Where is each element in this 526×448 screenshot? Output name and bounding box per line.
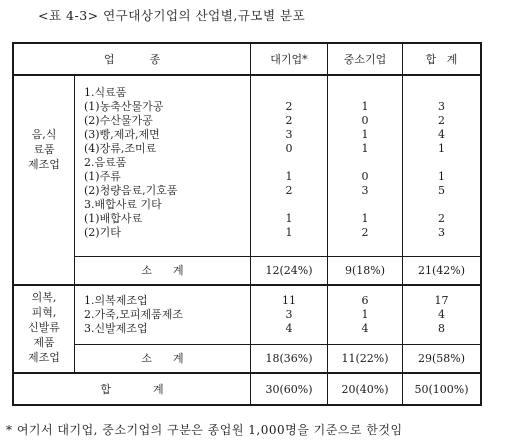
- header-small: 중소기업: [343, 53, 387, 66]
- food-total-value: 3: [438, 226, 445, 239]
- textile-total-value: 17: [434, 294, 449, 307]
- textile-group-label-line: 의복,: [31, 291, 57, 304]
- grand-total-label: 합 계: [100, 383, 164, 396]
- textile-small-value: 4: [361, 322, 369, 335]
- textile-total-value: 8: [438, 322, 445, 335]
- group-label-rule-1: [74, 74, 75, 285]
- food-large-value: 3: [285, 128, 293, 141]
- textile-item: 1.의복제조업: [84, 294, 148, 307]
- food-item: (4)장류,조미료: [84, 142, 157, 155]
- food-item: (2)수산물가공: [84, 114, 153, 127]
- food-large-value: 2: [285, 100, 293, 113]
- textile-group-label-line: 제품: [33, 336, 55, 349]
- food-item: (2)기타: [84, 226, 121, 239]
- food-small-value: 1: [361, 212, 369, 225]
- textile-group-label-line: 제조업: [28, 351, 60, 364]
- textile-subtotal-small: 11(22%): [341, 352, 389, 365]
- food-group-label-line: 료품: [33, 143, 55, 156]
- header-industry: 업 종: [103, 53, 161, 66]
- textile-subtotal-rule: [74, 344, 480, 345]
- food-subtotal-rule: [74, 256, 480, 257]
- textile-total-value: 4: [438, 308, 445, 321]
- food-small-value: 1: [361, 100, 369, 113]
- food-total-value: 3: [438, 100, 445, 113]
- food-large-value: 1: [285, 226, 293, 239]
- textile-large-value: 4: [285, 322, 293, 335]
- food-small-value: 1: [361, 142, 369, 155]
- textile-item: 2.가죽,모피제품제조: [84, 308, 183, 321]
- food-item: (1)배합사료: [84, 212, 143, 225]
- food-large-value: 2: [285, 114, 293, 127]
- food-small-value: 0: [361, 170, 369, 183]
- food-large-value: 1: [285, 170, 293, 183]
- food-large-value: 2: [285, 184, 293, 197]
- food-item: (2)청량음료,기호품: [84, 184, 178, 197]
- textile-group-label-line: 신발류: [28, 321, 60, 334]
- grand-total-rule: [14, 372, 480, 374]
- food-small-value: 2: [361, 226, 369, 239]
- textile-group-label-line: 피혁,: [31, 306, 57, 319]
- food-total-value: 1: [438, 142, 445, 155]
- textile-subtotal-label: 소 계: [141, 352, 184, 365]
- table-footnote: * 여기서 대기업, 중소기업의 구분은 종업원 1,000명을 기준으로 한것임: [6, 423, 403, 437]
- food-small-value: 0: [361, 114, 369, 127]
- food-total-value: 4: [438, 128, 445, 141]
- food-large-value: 0: [285, 142, 293, 155]
- table-caption: <표 4-3> 연구대상기업의 산업별,규모별 분포: [38, 8, 306, 23]
- textile-subtotal-total: 29(58%): [417, 352, 466, 365]
- header-rule: [14, 74, 480, 76]
- food-group-label-line: 제조업: [28, 158, 60, 171]
- food-total-value: 1: [438, 170, 445, 183]
- textile-item: 3.신발제조업: [84, 322, 148, 335]
- textile-small-value: 6: [361, 294, 369, 307]
- grand-total-large: 30(60%): [265, 383, 313, 396]
- food-total-value: 2: [438, 114, 445, 127]
- food-subtotal-label: 소 계: [141, 264, 184, 277]
- textile-large-value: 3: [285, 308, 293, 321]
- food-subtotal-total: 21(42%): [417, 264, 466, 277]
- textile-small-value: 1: [361, 308, 369, 321]
- distribution-table: [12, 42, 482, 406]
- food-total-value: 5: [438, 184, 445, 197]
- food-item: 3.배합사료 기타: [84, 198, 162, 211]
- textile-subtotal-large: 18(36%): [265, 352, 313, 365]
- food-item: 2.음료품: [84, 156, 127, 169]
- textile-large-value: 11: [282, 294, 296, 307]
- food-group-label-line: 음,식: [31, 128, 57, 141]
- food-large-value: 1: [285, 212, 293, 225]
- food-subtotal-small: 9(18%): [344, 264, 386, 277]
- group-rule: [14, 284, 480, 286]
- food-item: (3)빵,제과,제면: [84, 128, 160, 141]
- food-item: (1)농축산물가공: [84, 100, 164, 113]
- food-item: (1)주류: [84, 170, 121, 183]
- header-large: 대기업*: [270, 53, 308, 66]
- food-small-value: 1: [361, 128, 369, 141]
- food-total-value: 2: [438, 212, 445, 225]
- food-item: 1.식료품: [84, 86, 127, 99]
- header-total: 합 계: [425, 53, 458, 66]
- grand-total-total: 50(100%): [414, 383, 469, 396]
- grand-total-small: 20(40%): [341, 383, 389, 396]
- food-subtotal-large: 12(24%): [265, 264, 313, 277]
- food-small-value: 3: [361, 184, 369, 197]
